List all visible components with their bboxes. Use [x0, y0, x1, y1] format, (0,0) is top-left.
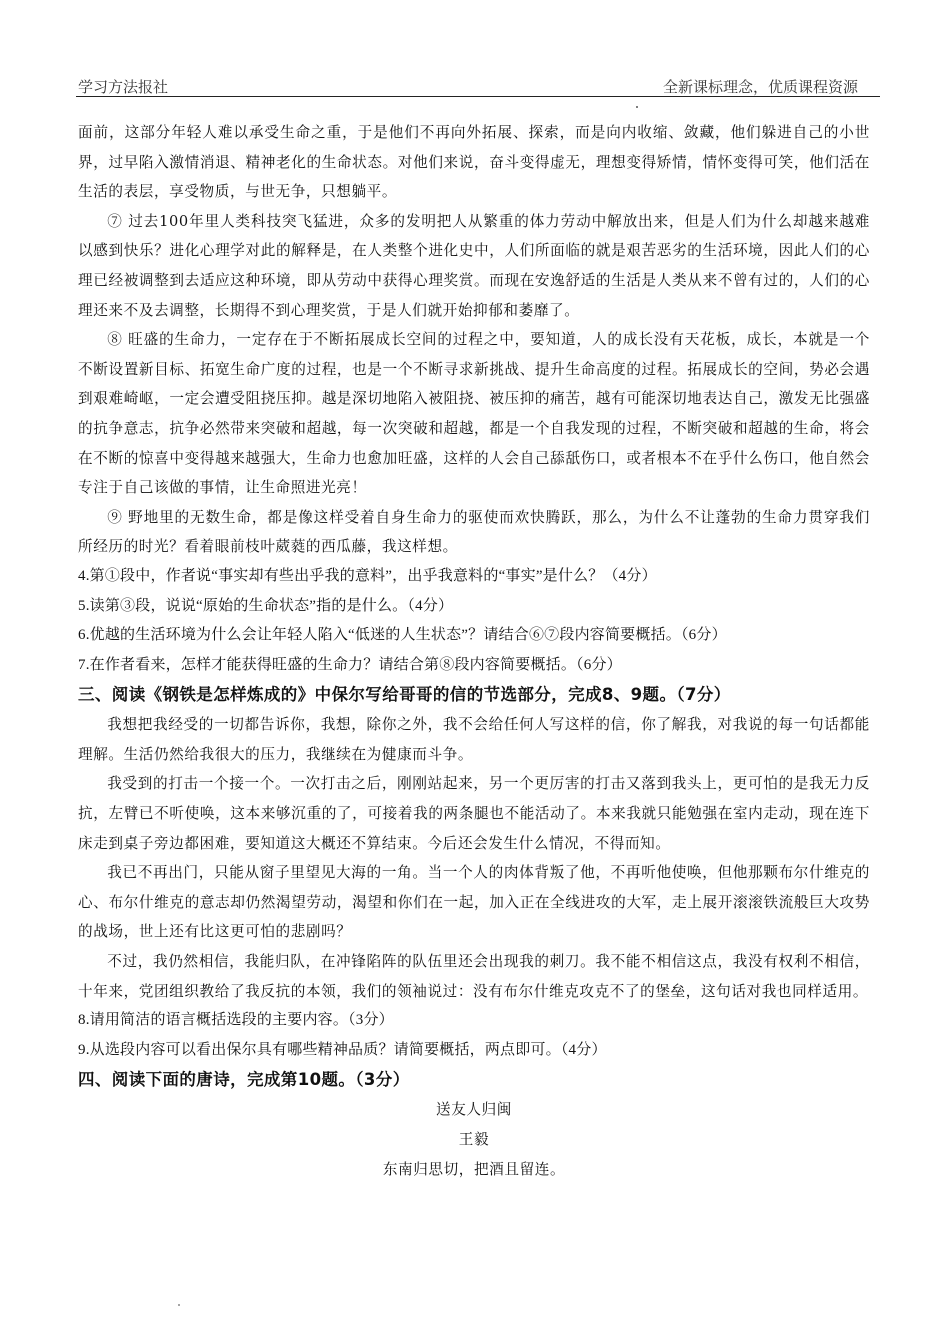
poem-title: 送友人归闽 [436, 1101, 512, 1119]
letter-paragraph: 我已不再出门，只能从窗子里望见大海的一角。当一个人的肉体背叛了他，不再听他使唤，但他那颗布尔什维克的心、布尔什维克的意志却仍然渴望劳动，渴望和你们在一起，加入正在全线进攻的大军，走上展开滚滚铁流般巨大攻势的战场，世上还有比这更可怕的悲剧吗？ [78, 864, 870, 941]
question-4: 4.第①段中，作者说“事实却有些出乎我的意料”，出乎我意料的“事实”是什么？（4分） [78, 567, 657, 584]
question-7: 7.在作者看来，怎样才能获得旺盛的生命力？请结合第⑧段内容简要概括。（6分） [78, 656, 622, 673]
paragraph-7: ⑦ 过去100年里人类科技突飞猛进，众多的发明把人从繁重的体力劳动中解放出来，但是人们为什么却越来越难以感到快乐？进化心理学对此的解释是，在人类整个进化史中，人们所面临的就是艰苦恶劣的生活环境，因此人们的心理已经被调整到去适应这种环境，即从劳动中获得心理奖赏。而现在安逸舒适的生活是人类从来不曾有过的，人们的心理还来不及去调整，长期得不到心理奖赏，于是人们就开始抑郁和萎靡了。 [78, 212, 870, 319]
letter-paragraph: 不过，我仍然相信，我能归队，在冲锋陷阵的队伍里还会出现我的刺刀。我不能不相信这点，我没有权利不相信，十年来，党团组织教给了我反抗的本领，我们的领袖说过：没有布尔什维克攻克不了的堡垒，这句话对我也同样适用。 [78, 953, 870, 1000]
letter-paragraph: 我受到的打击一个接一个。一次打击之后，刚刚站起来，另一个更厉害的打击又落到我头上，更可怕的是我无力反抗，左臂已不听使唤，这本来够沉重的了，可接着我的两条腿也不能活动了。本来我就只能勉强在室内走动，现在连下床走到桌子旁边都困难，要知道这大概还不算结束。今后还会发生什么情况，不得而知。 [78, 775, 870, 852]
page-header [76, 74, 880, 97]
question-6: 6.优越的生活环境为什么会让年轻人陷入“低迷的人生状态”？请结合⑥⑦段内容简要概括。（6分） [78, 627, 727, 644]
stray-dot [636, 106, 638, 108]
stray-dot [178, 1304, 180, 1306]
question-9: 9.从选段内容可以看出保尔具有哪些精神品质？请简要概括，两点即可。（4分） [78, 1041, 607, 1058]
publisher-name: 学习方法报社 [78, 78, 169, 96]
page-content [78, 118, 870, 1184]
question-8: 8.请用简洁的语言概括选段的主要内容。（3分） [78, 1012, 394, 1029]
letter-paragraph: 我想把我经受的一切都告诉你，我想，除你之外，我不会给任何人写这样的信，你了解我，对我说的每一句话都能理解。生活仍然给我很大的压力，我继续在为健康而斗争。 [78, 716, 870, 763]
paragraph-6-continued: 面前，这部分年轻人难以承受生命之重，于是他们不再向外拓展、探索，而是向内收缩、敛藏，他们躲进自己的小世界，过早陷入激情消退、精神老化的生命状态。对他们来说，奋斗变得虚无，理想变得矫情，情怀变得可笑，他们活在生活的表层，享受物质，与世无争，只想躺平。 [78, 124, 870, 201]
header-slogan: 全新课标理念，优质课程资源 [662, 78, 858, 96]
section-4-title: 四、阅读下面的唐诗，完成第10题。（3分） [78, 1070, 410, 1090]
paragraph-8: ⑧ 旺盛的生命力，一定存在于不断拓展成长空间的过程之中，要知道，人的成长没有天花板，成长，本就是一个不断设置新目标、拓宽生命广度的过程，也是一个不断寻求新挑战、提升生命高度的过程。拓展成长的空间，势必会遇到艰难崎岖，一定会遭受阻挠压抑。越是深切地陷入被阻挠、被压抑的痛苦，越有可能深切地表达自己，激发无比强盛的抗争意志，抗争必然带来突破和超越，每一次突破和超越，都是一个自我发现的过程，不断突破和超越的生命，将会在不断的惊喜中变得越来越强大，生命力也愈加旺盛，这样的人会自己舔舐伤口，或者根本不在乎什么伤口，他自然会专注于自己该做的事情，让生命照进光亮！ [78, 331, 870, 497]
question-5: 5.读第③段，说说“原始的生命状态”指的是什么。（4分） [78, 597, 454, 614]
poem-line-1: 东南归思切，把酒且留连。 [382, 1160, 566, 1178]
poem-author: 王毅 [458, 1131, 490, 1148]
section-3-title: 三、阅读《钢铁是怎样炼成的》中保尔写给哥哥的信的节选部分，完成8、9题。（7分） [78, 685, 731, 705]
paragraph-9: ⑨ 野地里的无数生命，都是像这样受着自身生命力的驱使而欢快腾跃，那么，为什么不让蓬勃的生命力贯穿我们所经历的时光？看着眼前枝叶葳蕤的西瓜藤，我这样想。 [78, 508, 870, 556]
